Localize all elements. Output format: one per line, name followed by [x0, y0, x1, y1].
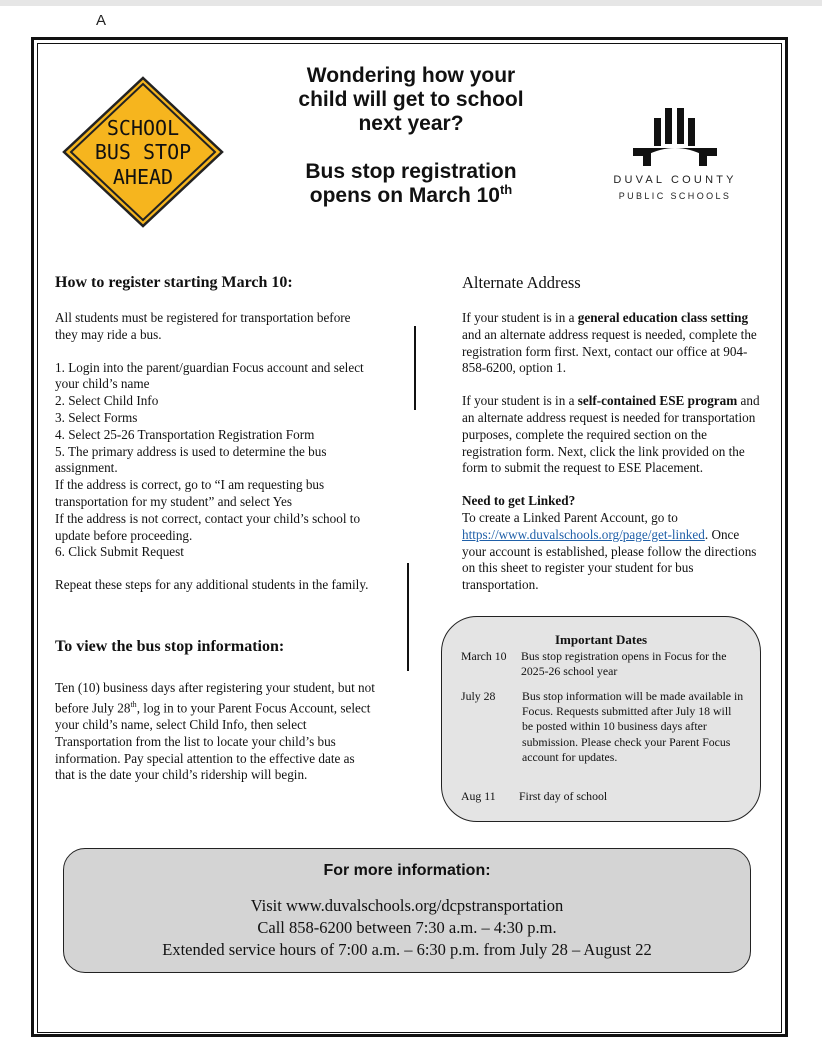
logo-name-line-1: DUVAL COUNTY [613, 174, 737, 186]
linked-paragraph: To create a Linked Parent Account, go to https://www.duvalschools.org/page/get-linked. Once your account is established, please follow the directions on this sheet to register your student for bus transportation. [462, 509, 757, 593]
alternate-address-section [462, 272, 762, 594]
alternate-paragraph-ese: If your student is in a self-contained ESE program and an alternate address request is needed for transportation purposes, complete the required section on the registration form. Next, click the link provided on the form to submit the request to ESE Placement. [462, 393, 760, 476]
school-bus-stop-sign-icon [62, 76, 224, 228]
sign-line-1: SCHOOL [106, 116, 180, 140]
step-item: 1. Login into the parent/guardian Focus account and select your child’s name [55, 359, 364, 392]
step-item: 3. Select Forms [55, 409, 138, 425]
date-row [461, 789, 739, 804]
more-info-title: For more information: [323, 862, 491, 879]
info-line: Call 858-6200 between 7:30 a.m. – 4:30 p.m. [257, 918, 557, 937]
alternate-address-title: Alternate Address [462, 273, 581, 292]
info-line: Visit www.duvalschools.org/dcpstransportation [250, 896, 564, 915]
important-dates-box [441, 616, 761, 822]
top-bar [0, 0, 822, 6]
view-info-body: Ten (10) business days after registering your student, but not before July 28th, log in to your Parent Focus Account, select your child’s name, select Child Info, then select Transportation from the list to locate your child’s bus information. Pay special attention to the effective date as that is the date your child’s ridership will begin. [55, 680, 375, 783]
registration-section [55, 272, 375, 594]
step-item: 4. Select 25-26 Transportation Registration Form [55, 426, 315, 442]
step-item: If the address is correct, go to “I am requesting bus transportation for my student” and select Yes [55, 477, 325, 509]
dcps-logo [600, 104, 750, 214]
registration-steps [55, 360, 375, 562]
step-item: If the address is not correct, contact your child’s school to update before proceeding. [55, 510, 361, 543]
date-description: Bus stop registration opens in Focus for the 2025-26 school year [521, 649, 727, 679]
linked-title: Need to get Linked? [462, 493, 576, 509]
step-item: 6. Click Submit Request [55, 544, 184, 560]
date-label: March 10 [461, 649, 507, 663]
date-description: First day of school [519, 789, 608, 803]
registration-title: How to register starting March 10: [55, 274, 293, 291]
headline-line-3: next year? [358, 112, 464, 135]
info-line: Extended service hours of 7:00 a.m. – 6:30 p.m. from July 28 – August 22 [162, 940, 652, 959]
alternate-paragraph-general: If your student is in a general education class setting and an alternate address request is needed, complete the registration form first. Next, contact our office at 904-858-6200, option 1. [462, 310, 757, 376]
important-dates-title: Important Dates [554, 632, 648, 647]
step-item: 2. Select Child Info [55, 393, 159, 409]
sign-line-2: BUS STOP [94, 140, 192, 164]
date-row [461, 649, 741, 679]
bridge-logo-icon [631, 104, 719, 166]
divider-line [407, 563, 409, 671]
sign-line-3: AHEAD [112, 165, 174, 189]
divider-line [414, 326, 416, 410]
more-info-lines [64, 895, 750, 961]
headline-line-1: Wondering how your [306, 64, 516, 87]
step-item: 5. The primary address is used to determine the bus assignment. [55, 443, 327, 476]
more-info-box [63, 848, 751, 973]
page-label: A [96, 12, 107, 29]
registration-intro: All students must be registered for transportation before they may ride a bus. [55, 310, 351, 342]
headline [250, 64, 572, 208]
get-linked-link[interactable]: https://www.duvalschools.org/page/get-linked [462, 526, 705, 542]
view-info-title: To view the bus stop information: [55, 638, 285, 655]
subheadline-line-2: opens on March 10th [309, 182, 513, 207]
repeat-note: Repeat these steps for any additional students in the family. [55, 577, 369, 593]
date-label: July 28 [461, 689, 496, 703]
date-label: Aug 11 [461, 789, 496, 803]
date-row [461, 689, 744, 765]
logo-name-line-2: PUBLIC SCHOOLS [618, 191, 732, 201]
subheadline-line-1: Bus stop registration [305, 160, 517, 183]
date-description: Bus stop information will be made available in Focus. Requests submitted after July 18 will be posted within 10 business days after submission. Please check your Parent Focus account for updates. [522, 689, 744, 764]
headline-line-2: child will get to school [298, 88, 524, 111]
